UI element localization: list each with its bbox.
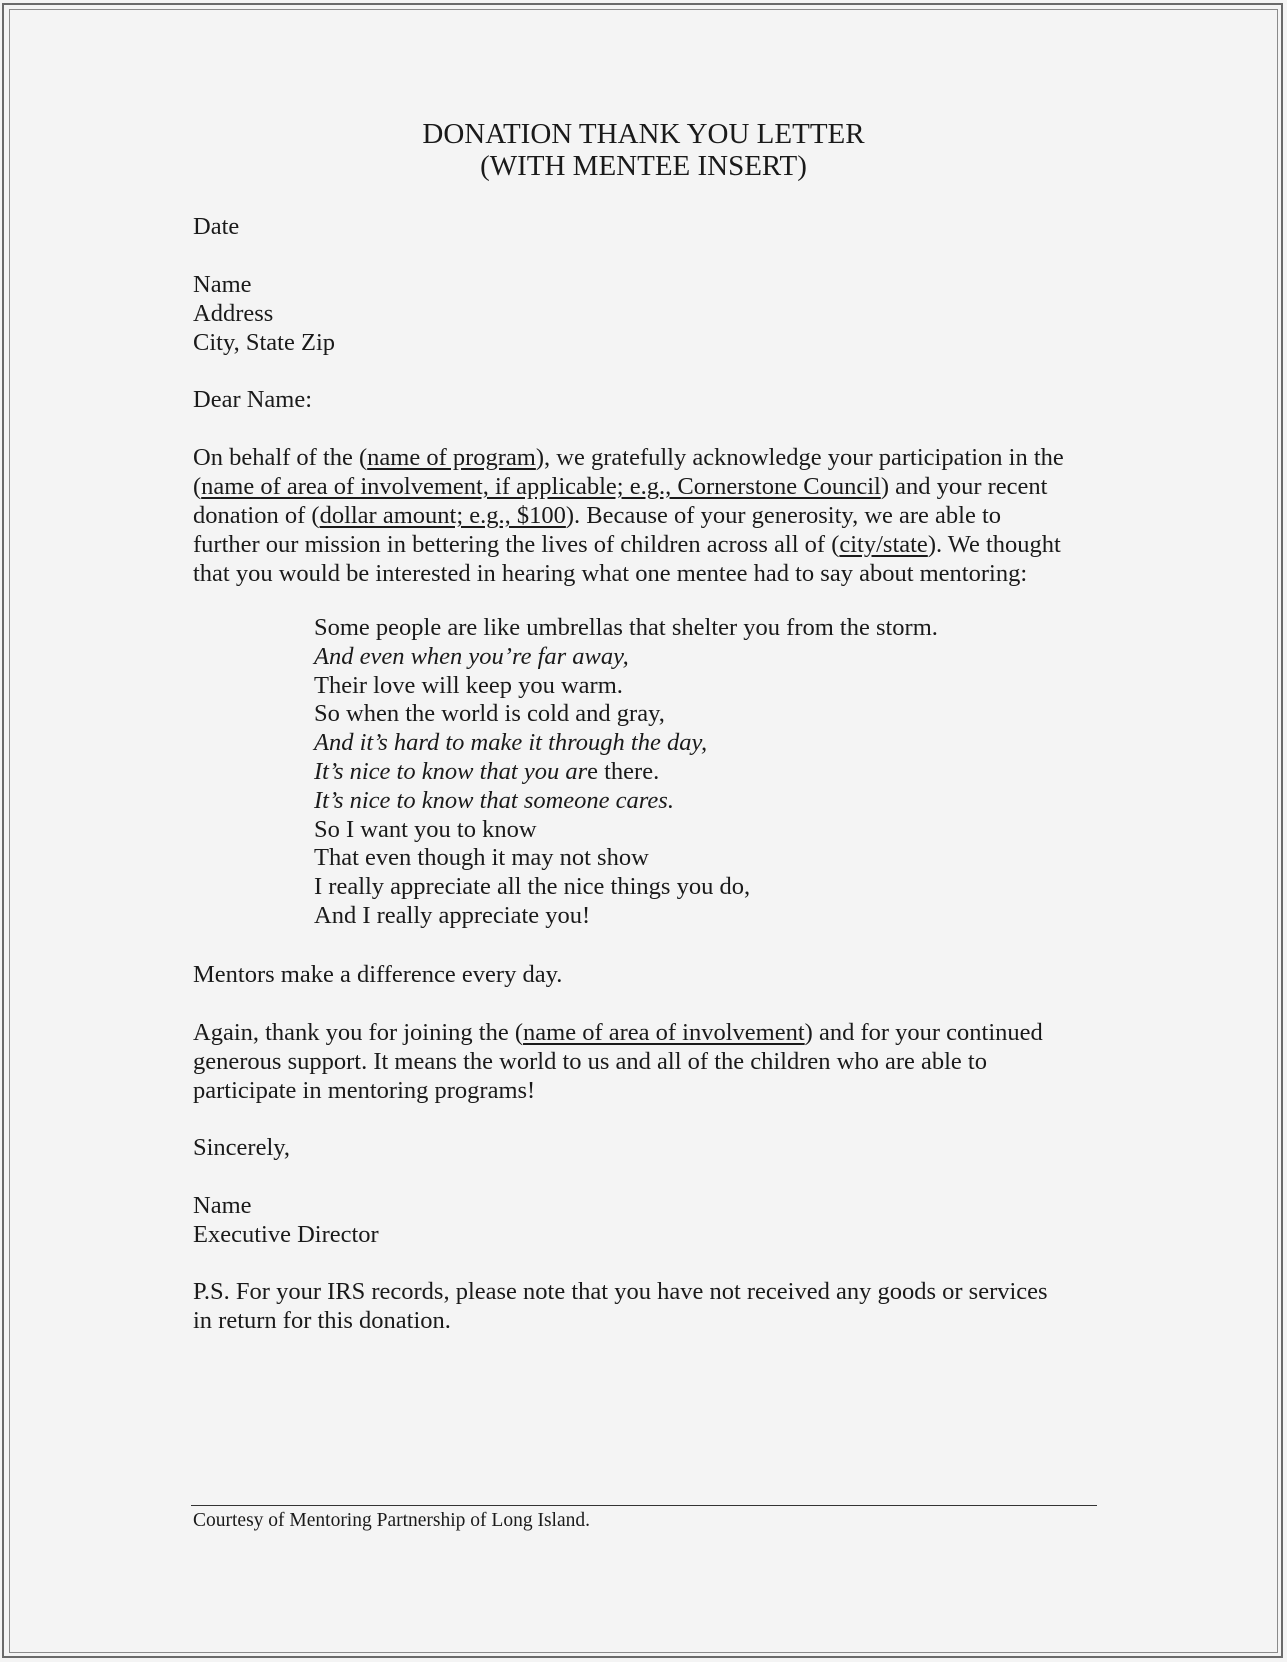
text-run: ), we gratefully acknowledge your participation in the (535, 444, 1064, 471)
document-title: DONATION THANK YOU LETTER (422, 118, 865, 150)
salutation: Dear Name: (193, 386, 313, 413)
document-subtitle: (WITH MENTEE INSERT) (480, 150, 807, 182)
date-line (193, 212, 1113, 241)
signer-name: Name (193, 1192, 252, 1219)
paragraph-intro-line-4 (193, 530, 1113, 559)
postscript-line-1: P.S. For your IRS records, please note that you have not received any goods or services (193, 1278, 1048, 1305)
recipient-city-state-zip: City, State Zip (193, 329, 335, 356)
placeholder-program-name: name of program (367, 444, 536, 471)
placeholder-city-state: city/state (839, 531, 928, 558)
paragraph-thanks (193, 1018, 1113, 1105)
paragraph-intro-line-5: that you would be interested in hearing what one mentee had to say about mentoring: (193, 560, 1028, 587)
text-run: ) and for your continued (804, 1019, 1043, 1046)
paragraph-thanks-line-2: generous support. It means the world to us and all of the children who are able to (193, 1048, 987, 1075)
poem-line: And I really appreciate you! (314, 901, 591, 929)
poem-line: And it’s hard to make it through the day, (314, 729, 708, 757)
text-run: ( (193, 473, 202, 500)
text-run: ). We thought (927, 531, 1061, 558)
text-run: On behalf of the ( (193, 444, 368, 471)
salutation-line (193, 385, 1113, 414)
paragraph-intro-line-3 (193, 501, 1113, 530)
paragraph-thanks-line-3: participate in mentoring programs! (193, 1077, 536, 1104)
text-run: It’s nice to know that you ar (314, 757, 588, 785)
mentors-line-block (193, 960, 1113, 989)
footer-credit: Courtesy of Mentoring Partnership of Long Island. (193, 1510, 590, 1531)
closing-block (193, 1133, 1113, 1162)
footer-divider (191, 1505, 1097, 1506)
date-text: Date (193, 213, 240, 240)
mentee-poem (314, 614, 938, 931)
signer-title: Executive Director (193, 1221, 379, 1248)
poem-line: So I want you to know (314, 815, 537, 843)
text-run: ) and your recent (880, 473, 1048, 500)
text-run: donation of ( (193, 502, 320, 529)
recipient-address: Address (193, 300, 274, 327)
text-run: e there. (587, 757, 660, 785)
recipient-name: Name (193, 271, 252, 298)
poem-line (314, 758, 938, 787)
paragraph-thanks-line-1 (193, 1018, 1113, 1047)
poem-line: Some people are like umbrellas that shelter you from the storm. (314, 614, 938, 641)
paragraph-intro-line-2 (193, 472, 1113, 501)
placeholder-area-of-involvement: name of area of involvement, if applicable; e.g., Cornerstone Council (201, 473, 881, 500)
paragraph-intro-line-1 (193, 443, 1113, 472)
poem-line: I really appreciate all the nice things you do, (314, 873, 751, 901)
poem-line: That even though it may not show (314, 844, 649, 872)
recipient-block (193, 270, 1113, 357)
poem-line: Their love will keep you warm. (314, 671, 623, 699)
text-run: Again, thank you for joining the ( (193, 1019, 524, 1046)
closing: Sincerely, (193, 1134, 291, 1161)
signature-block (193, 1191, 1113, 1249)
mentors-line: Mentors make a difference every day. (193, 961, 563, 988)
text-run: ). Because of your generosity, we are able to (565, 502, 1002, 529)
placeholder-dollar-amount: dollar amount; e.g., $100 (319, 502, 566, 529)
poem-line: It’s nice to know that someone cares. (314, 786, 674, 814)
postscript-line-2: in return for this donation. (193, 1307, 451, 1334)
postscript (193, 1277, 1113, 1335)
paragraph-intro (193, 443, 1113, 588)
text-run: further our mission in bettering the lives of children across all of ( (193, 531, 840, 558)
placeholder-area-of-involvement: name of area of involvement (523, 1019, 805, 1046)
poem-line: So when the world is cold and gray, (314, 700, 665, 728)
poem-line: And even when you’re far away, (314, 642, 629, 670)
